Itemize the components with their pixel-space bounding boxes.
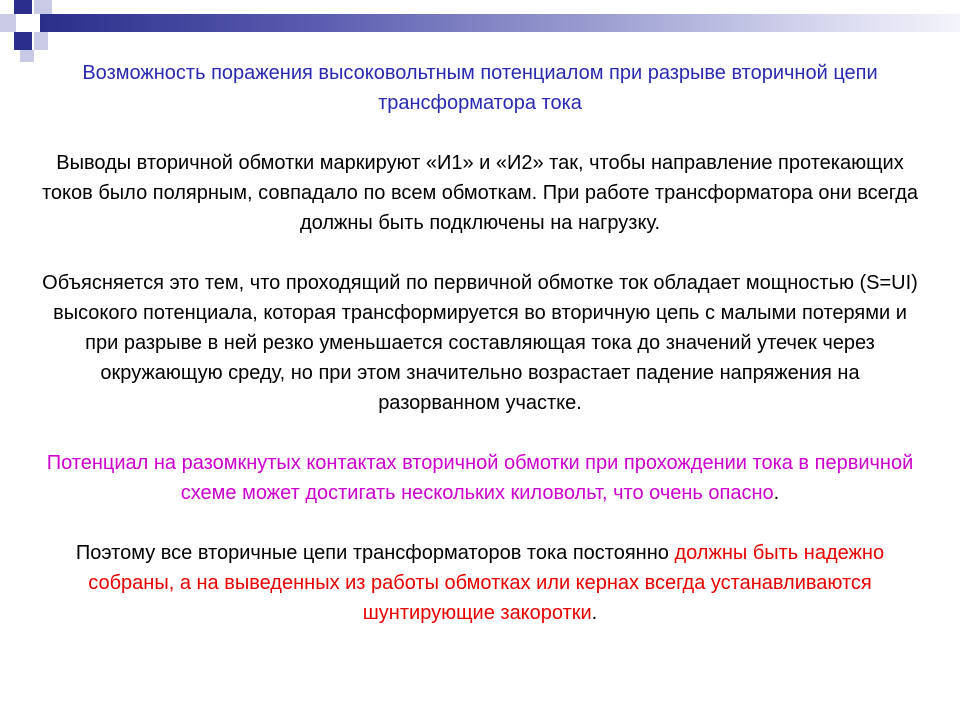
deco-square [14,32,32,50]
deco-square [34,32,48,50]
paragraph-explanation: Объясняется это тем, что проходящий по первичной обмотке ток обладает мощностью (S=UI) высокого потенциала, которая трансформируется во вторичную цепь с малыми потерями и при разрыве в ней резко уменьшается составляющая тока до значений утечек через окружающую среду, но при этом значительно возрастает падение напряжения на разорванном участке. [42,272,918,414]
warning-end: . [773,482,780,504]
deco-square [20,50,34,62]
paragraph-conclusion [40,538,920,628]
conclusion-end: . [591,602,598,624]
conclusion-start: Поэтому все вторичные цепи трансформаторов тока постоянно [75,542,675,564]
paragraph-polarity: Выводы вторичной обмотки маркируют «И1» и «И2» так, чтобы направление протекающих токов было полярным, совпадало по всем обмоткам. При работе трансформатора они всегда должны быть подключены на нагрузку. [42,152,918,234]
warning-highlight: Потенциал на разомкнутых контактах вторичной обмотки при прохождении тока в первичной схеме может достигать нескольких киловольт, что очень опасно [46,452,914,504]
paragraph-warning [40,448,920,508]
slide-title: Возможность поражения высоковольтным потенциалом при разрыве вторичной цепи трансформатора тока [82,62,878,114]
deco-square [0,14,16,32]
deco-square [34,0,52,14]
slide-content [40,58,920,658]
decorative-squares [0,0,80,64]
deco-square [16,14,34,32]
deco-square [14,0,32,14]
conclusion-highlight: должны быть надежно собраны, а на выведенных из работы обмотках или кернах всегда устанавливаются шунтирующие закоротки [88,542,885,624]
header-gradient-bar [40,14,960,32]
